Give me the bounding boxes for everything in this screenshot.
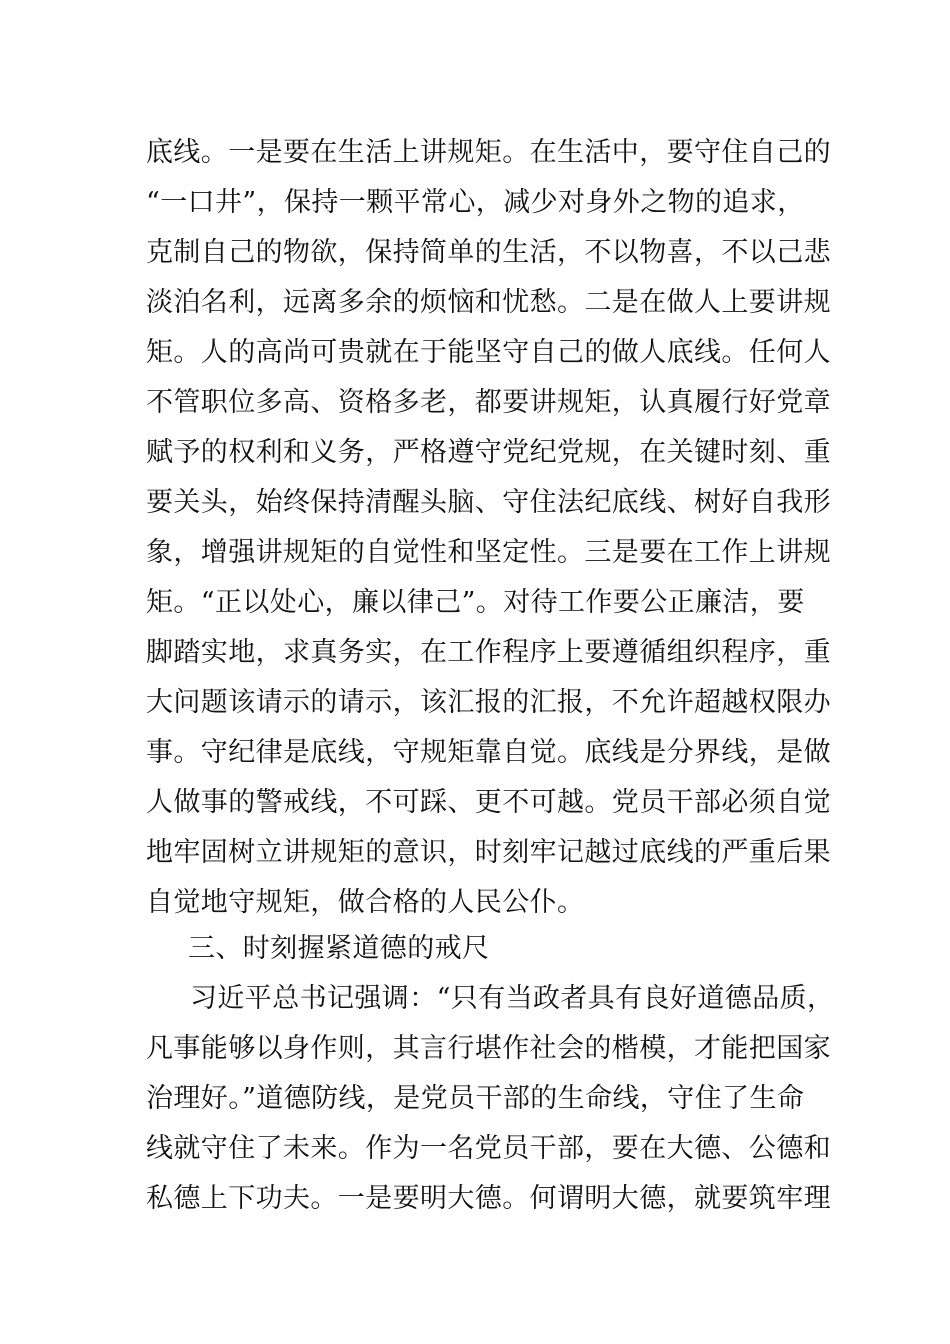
paragraph-line: 象，增强讲规矩的自觉性和坚定性。三是要在工作上讲规 [146,537,831,568]
paragraph-line: 人做事的警戒线，不可踩、更不可越。党员干部必须自觉 [146,787,831,818]
paragraph-line: 矩。人的高尚可贵就在于能坚守自己的做人底线。任何人 [146,337,831,368]
paragraph-line: 大问题该请示的请示，该汇报的汇报，不允许超越权限办 [146,687,831,718]
paragraph-line: 要关头，始终保持清醒头脑、守住法纪底线、树好自我形 [146,487,831,518]
paragraph-line: 脚踏实地，求真务实，在工作程序上要遵循组织程序，重 [146,637,831,668]
paragraph-line: 自觉地守规矩，做合格的人民公仆。 [146,887,585,918]
paragraph-line: 私德上下功夫。一是要明大德。何谓明大德，就要筑牢理 [146,1183,831,1214]
paragraph-line: 淡泊名利，远离多余的烦恼和忧愁。二是在做人上要讲规 [146,287,831,318]
paragraph-line: 治理好。”道德防线，是党员干部的生命线，守住了生命 [146,1083,805,1114]
paragraph-line: 地牢固树立讲规矩的意识，时刻牢记越过底线的严重后果 [146,837,831,868]
paragraph-line: 赋予的权利和义务，严格遵守党纪党规，在关键时刻、重 [146,437,831,468]
paragraph-line: 习近平总书记强调：“只有当政者具有良好道德品质， [190,983,835,1014]
paragraph-line: 凡事能够以身作则，其言行堪作社会的楷模，才能把国家 [146,1033,831,1064]
paragraph-line: 不管职位多高、资格多老，都要讲规矩，认真履行好党章 [146,387,831,418]
paragraph-line: 事。守纪律是底线，守规矩靠自觉。底线是分界线，是做 [146,737,831,768]
paragraph-line: “一口井”，保持一颗平常心，减少对身外之物的追求， [146,187,805,218]
paragraph-line: 矩。“正以处心，廉以律己”。对待工作要公正廉洁，要 [146,587,805,618]
section-heading: 三、时刻握紧道德的戒尺 [188,933,490,964]
paragraph-line: 克制自己的物欲，保持简单的生活，不以物喜，不以己悲 [146,237,831,268]
paragraph-line: 底线。一是要在生活上讲规矩。在生活中，要守住自己的 [146,137,831,168]
paragraph-line: 线就守住了未来。作为一名党员干部，要在大德、公德和 [146,1133,831,1164]
